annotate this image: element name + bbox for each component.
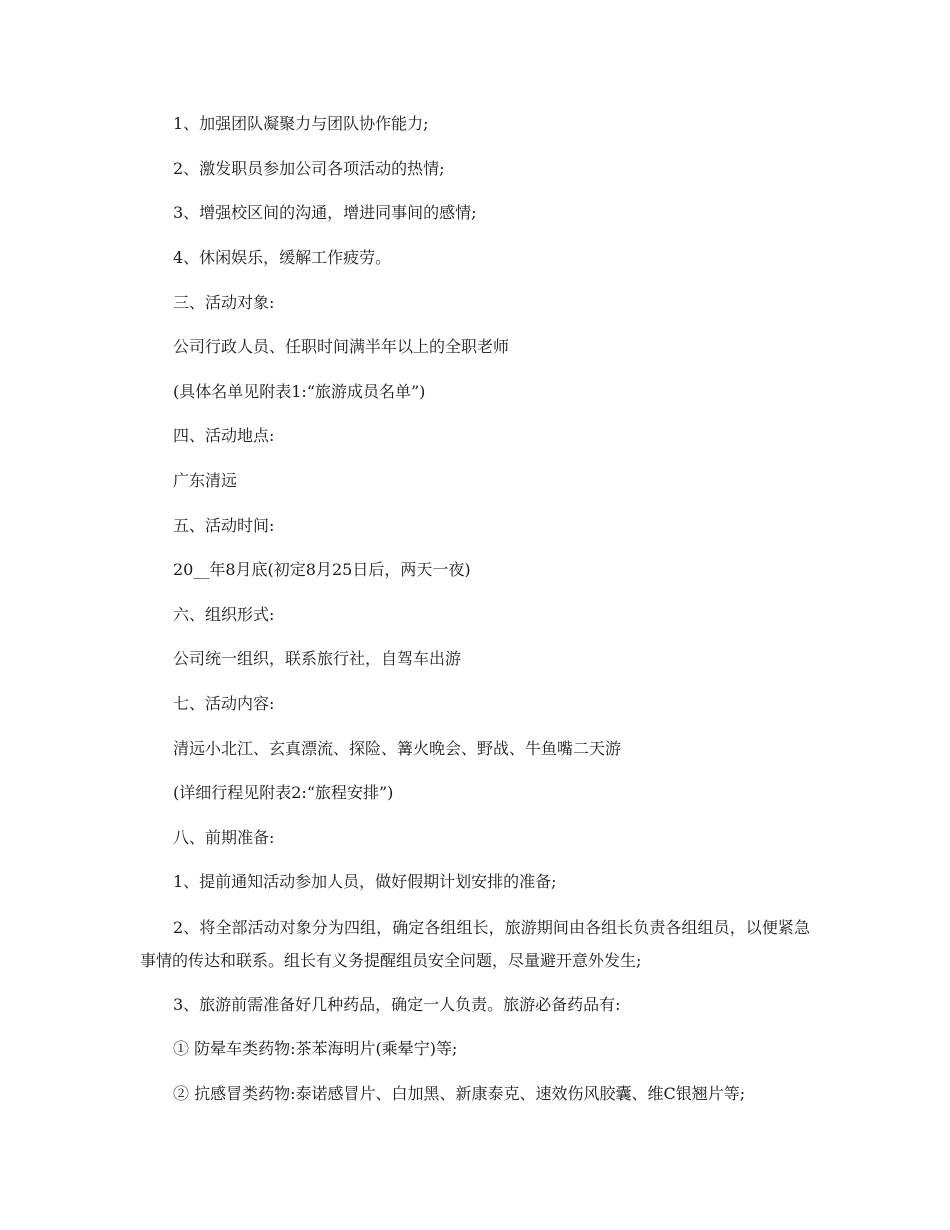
paragraph-medicine-2: ② 抗感冒类药物:泰诺感冒片、白加黑、新康泰克、速效伤风胶囊、维C银翘片等; [173,1084,746,1103]
paragraph-participants: 公司行政人员、任职时间满半年以上的全职老师 [173,337,510,356]
paragraph-participants-note: (具体名单见附表1:“旅游成员名单”) [173,382,426,401]
paragraph-goal-4: 4、休闲娱乐，缓解工作疲劳。 [173,248,392,267]
paragraph-time: 20__年8月底(初定8月25日后，两天一夜) [173,560,471,579]
paragraph-content-note: (详细行程见附表2:“旅程安排”) [173,783,394,802]
paragraph-goal-1: 1、加强团队凝聚力与团队协作能力; [173,114,429,133]
paragraph-location: 广东清远 [173,471,238,490]
paragraph-content: 清远小北江、玄真漂流、探险、篝火晚会、野战、牛鱼嘴二天游 [173,739,622,758]
section-heading-preparation: 八、前期准备: [173,828,275,847]
paragraph-format: 公司统一组织，联系旅行社，自驾车出游 [173,649,462,668]
paragraph-preparation-2: 2、将全部活动对象分为四组，确定各组组长，旅游期间由各组长负责各组组员，以便紧急事情的传达和联系。组长有义务提醒组员安全问题，尽量避开意外发生; [140,918,810,970]
section-heading-location: 四、活动地点: [173,426,275,445]
section-heading-time: 五、活动时间: [173,516,275,535]
section-heading-participants: 三、活动对象: [173,293,275,312]
section-heading-content: 七、活动内容: [173,694,275,713]
paragraph-preparation-3: 3、旅游前需准备好几种药品，确定一人负责。旅游必备药品有: [173,995,621,1014]
paragraph-goal-3: 3、增强校区间的沟通，增进同事间的感情; [173,203,477,222]
paragraph-preparation-1: 1、提前通知活动参加人员，做好假期计划安排的准备; [173,872,557,891]
section-heading-format: 六、组织形式: [173,605,275,624]
paragraph-medicine-1: ① 防晕车类药物:茶苯海明片(乘晕宁)等; [173,1039,458,1058]
paragraph-goal-2: 2、激发职员参加公司各项活动的热情; [173,159,445,178]
